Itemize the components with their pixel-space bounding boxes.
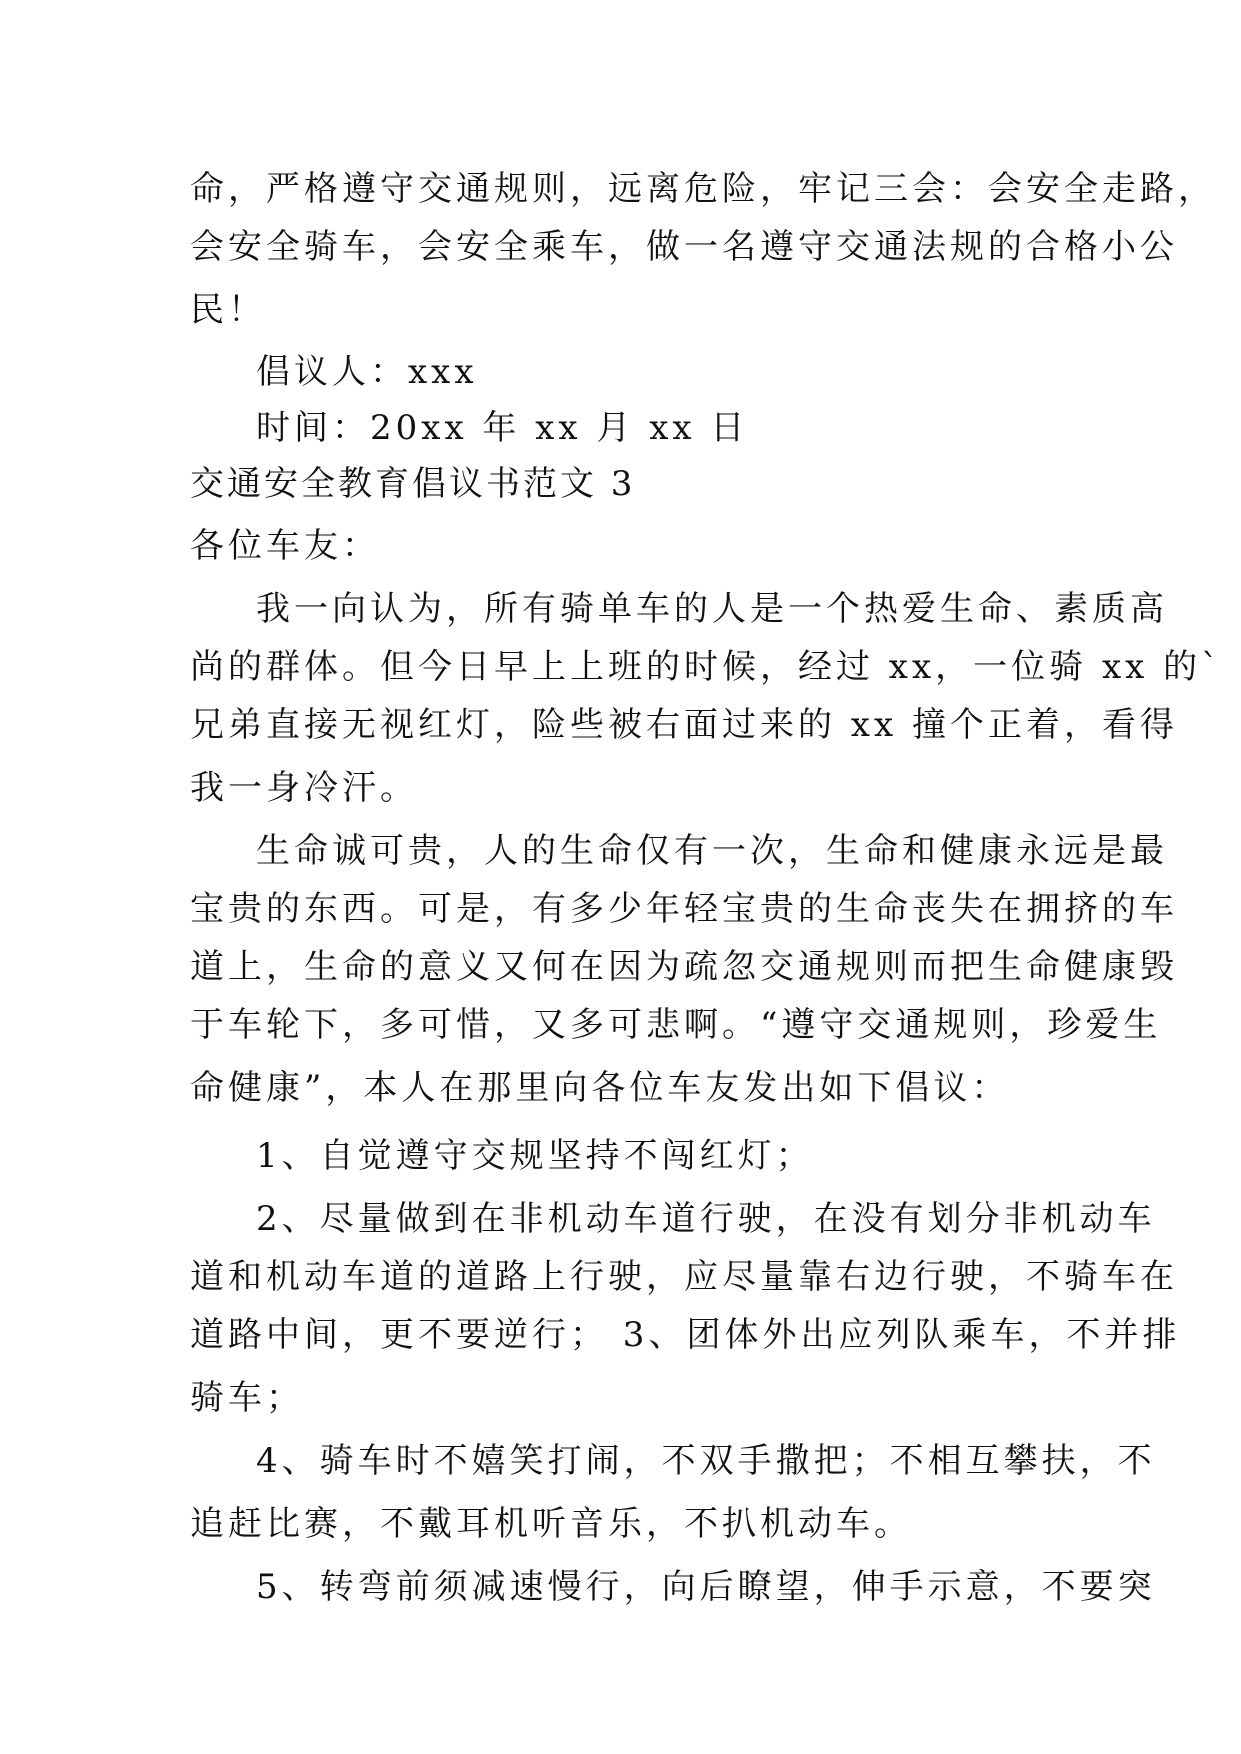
proposer-line <box>190 344 1090 400</box>
text-line: 道上，生命的意义又何在因为疏忽交通规则而把生命健康毁 <box>190 947 1178 987</box>
text-line: 命健康”，本人在那里向各位车友发出如下倡议： <box>190 1068 1010 1108</box>
text-line: 骑车； <box>190 1378 304 1418</box>
text-line: 宝贵的东西。可是，有多少年轻宝贵的生命丧失在拥挤的车 <box>190 889 1178 929</box>
text-line: 会安全骑车，会安全乘车，做一名遵守交通法规的合格小公 <box>190 227 1178 267</box>
text-line: 2、尽量做到在非机动车道行驶，在没有划分非机动车 <box>256 1199 1156 1239</box>
text-line: 1、自觉遵守交规坚持不闯红灯； <box>256 1136 814 1176</box>
text-line: 兄弟直接无视红灯，险些被右面过来的 xx 撞个正着，看得 <box>190 705 1178 745</box>
text-line: 我一向认为，所有骑单车的人是一个热爱生命、素质高 <box>256 589 1168 629</box>
section-title-text: 交通安全教育倡议书范文 3 <box>190 464 636 504</box>
text-line: 我一身冷汗。 <box>190 768 418 808</box>
salutation <box>190 512 1090 580</box>
paragraph-closing-text <box>190 160 1216 344</box>
section-title <box>190 456 1090 512</box>
text-line: 4、骑车时不嬉笑打闹，不双手撒把；不相互攀扶，不 <box>256 1441 1156 1481</box>
salutation-text: 各位车友： <box>190 526 380 566</box>
text-line: 民！ <box>190 290 266 330</box>
proposer-text: 倡议人：xxx <box>256 352 478 392</box>
text-line: 道路中间，更不要逆行； 3、团体外出应列队乘车，不并排 <box>190 1315 1181 1355</box>
proposal-item-2 <box>190 1190 1181 1432</box>
text-line: 道和机动车道的道路上行驶，应尽量靠右边行驶，不骑车在 <box>190 1257 1178 1297</box>
proposal-item-5 <box>190 1558 1156 1616</box>
paragraph-observation <box>190 580 1223 822</box>
document-body <box>190 160 1223 1616</box>
text-line: 生命诚可贵，人的生命仅有一次，生命和健康永远是最 <box>256 831 1168 871</box>
text-line: 尚的群体。但今日早上上班的时候，经过 xx，一位骑 xx 的` <box>190 647 1223 687</box>
text-line: 于车轮下，多可惜，又多可悲啊。“遵守交通规则，珍爱生 <box>190 1005 1162 1045</box>
date-line <box>190 400 1090 456</box>
text-line: 追赶比赛，不戴耳机听音乐，不扒机动车。 <box>190 1504 912 1544</box>
proposal-item-1 <box>190 1122 1090 1190</box>
text-line: 5、转弯前须减速慢行，向后瞭望，伸手示意，不要突 <box>256 1567 1156 1607</box>
proposal-item-4 <box>190 1432 1156 1558</box>
text-line: 命，严格遵守交通规则，远离危险，牢记三会：会安全走路， <box>190 169 1216 209</box>
paragraph-life-value <box>190 822 1178 1122</box>
date-text: 时间：20xx 年 xx 月 xx 日 <box>256 408 749 448</box>
